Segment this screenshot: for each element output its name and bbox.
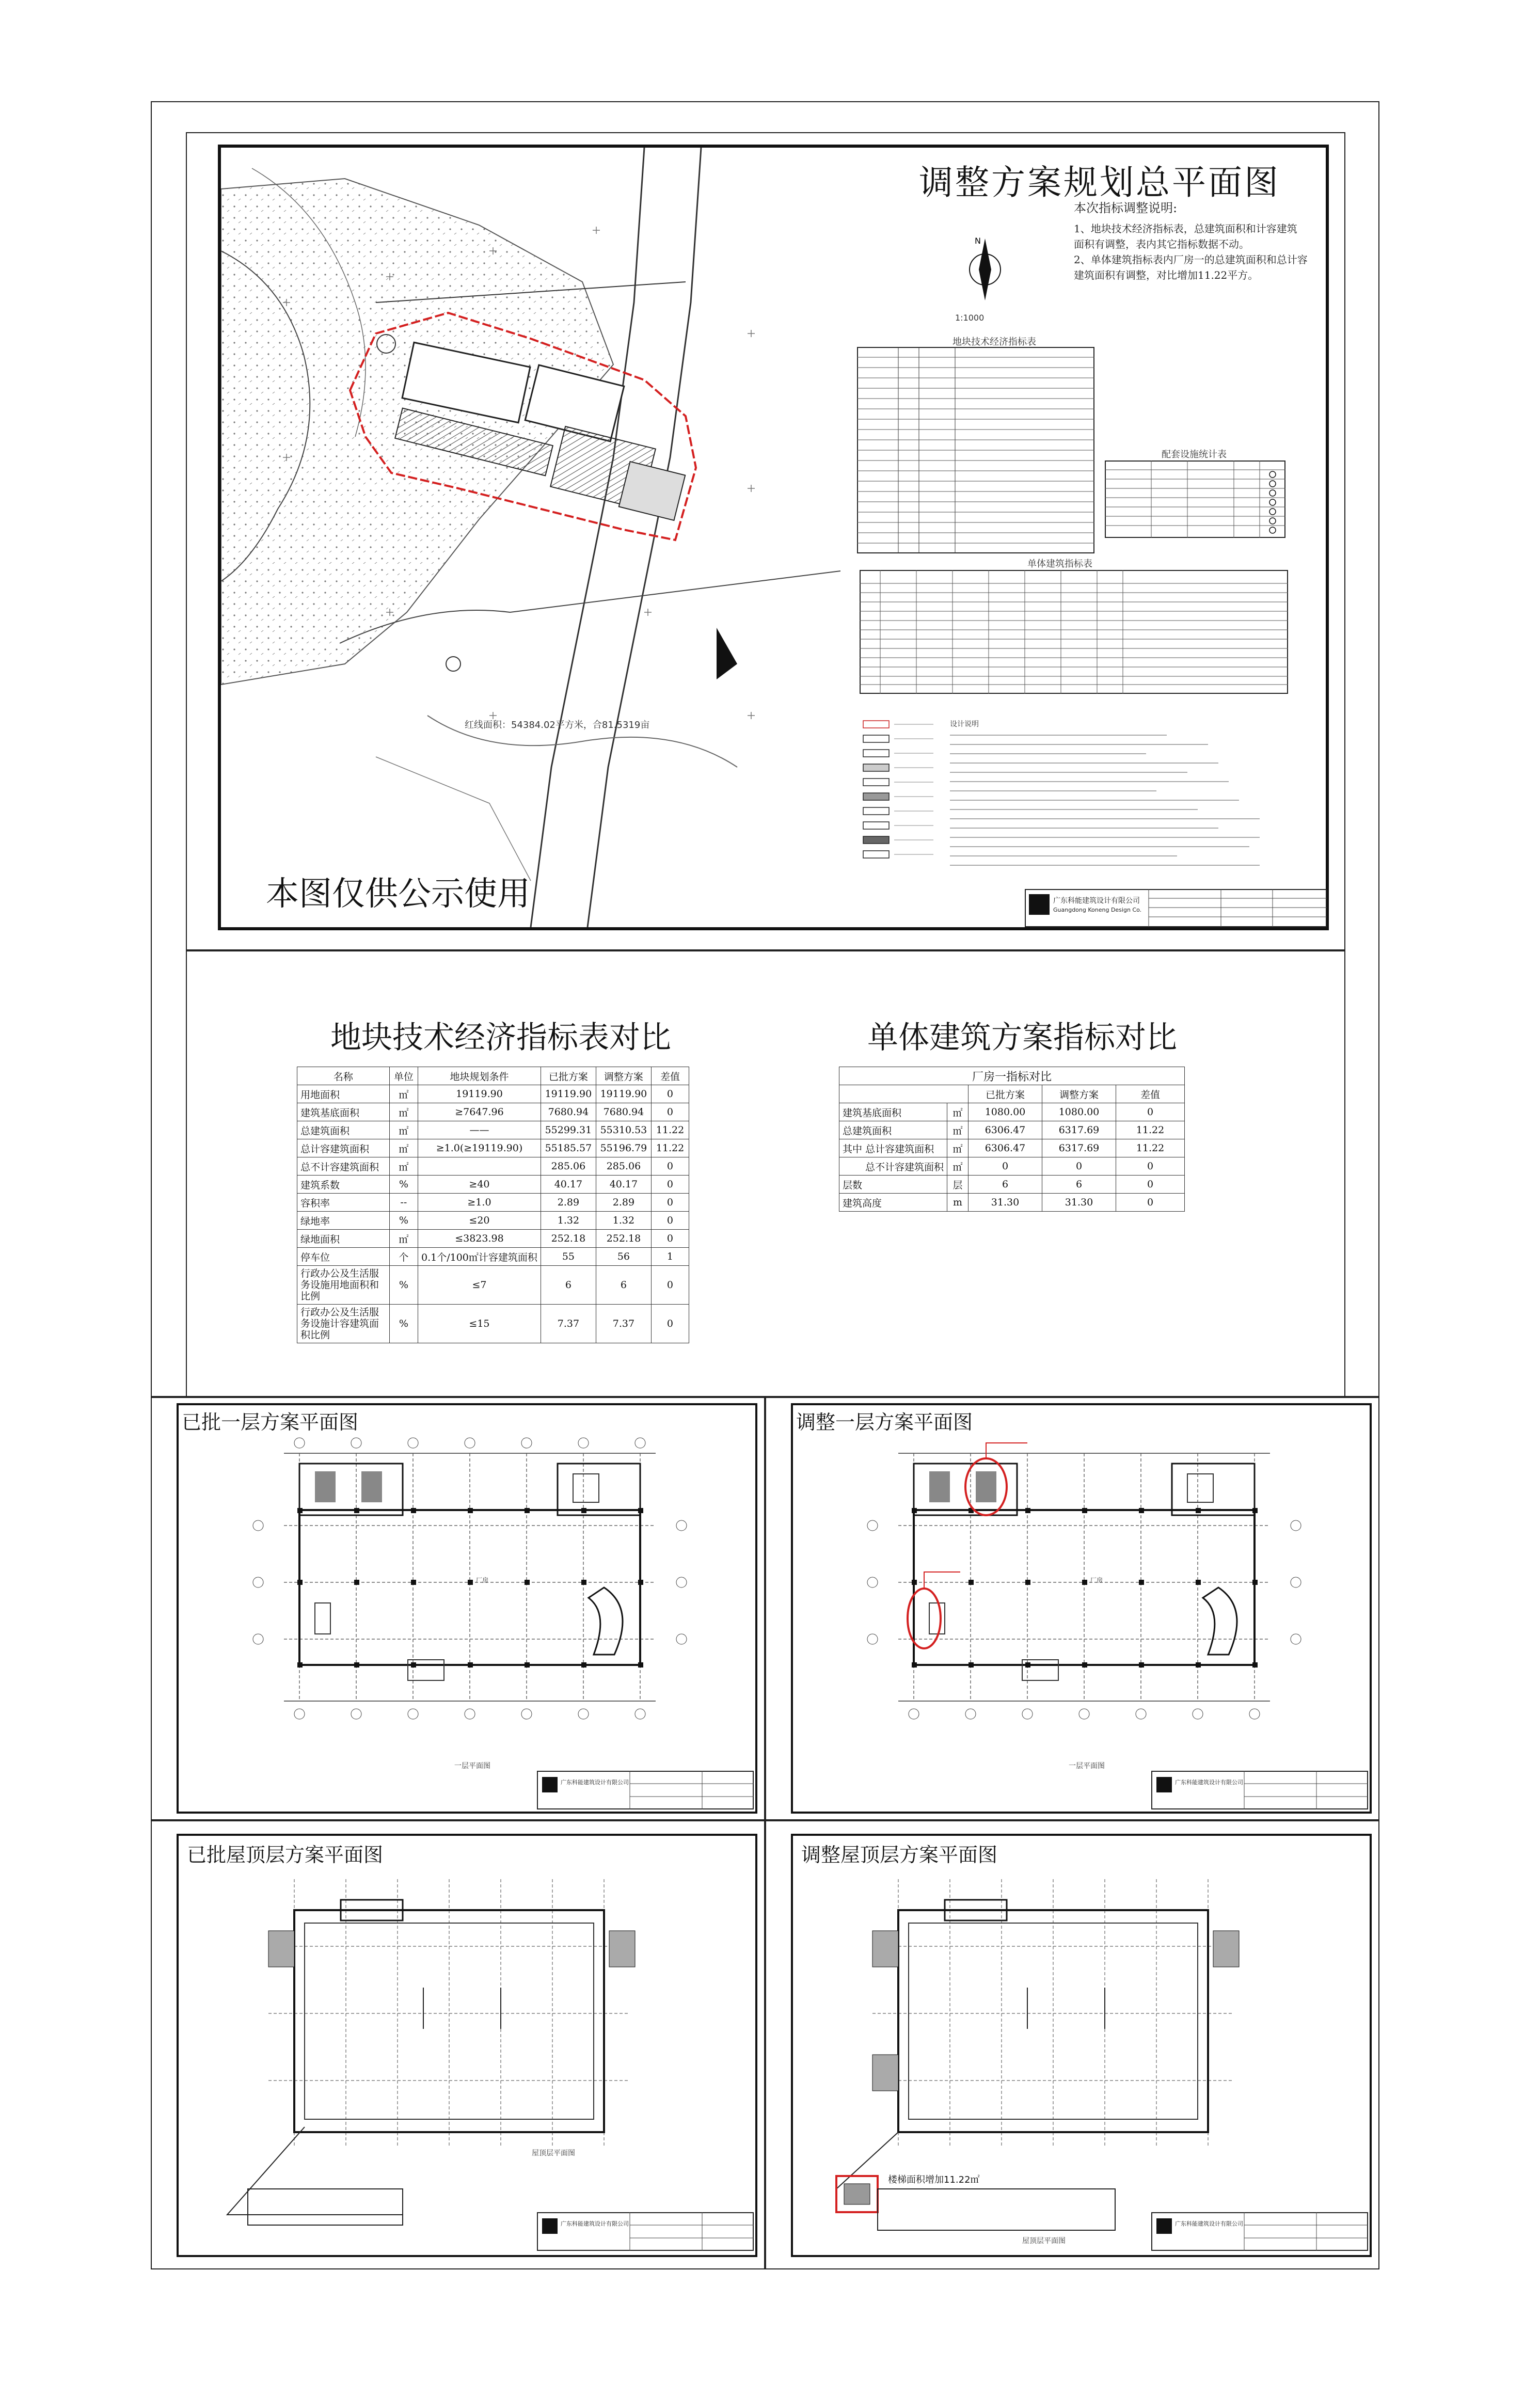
cell: 停车位	[297, 1248, 390, 1266]
cell: 31.30	[969, 1194, 1042, 1212]
cell: 0	[651, 1085, 689, 1103]
col-diff: 差值	[1116, 1085, 1185, 1103]
table-row	[297, 1230, 689, 1248]
cell: ——	[418, 1121, 541, 1139]
cell: ㎡	[389, 1085, 418, 1103]
panel-title-adjusted-ground: 调整一层方案平面图	[796, 1411, 973, 1434]
panel-title-approved-ground: 已批一层方案平面图	[182, 1411, 359, 1434]
cell: %	[389, 1176, 418, 1194]
cell: ㎡	[947, 1139, 969, 1157]
cell: ㎡	[947, 1121, 969, 1139]
cell: ≤3823.98	[418, 1230, 541, 1248]
table-row	[839, 1157, 1185, 1176]
cell: 6306.47	[969, 1121, 1042, 1139]
table-row	[839, 1176, 1185, 1194]
notes-heading: 本次指标调整说明:	[1074, 201, 1178, 215]
cell: %	[389, 1212, 418, 1230]
left-comparison-table	[297, 1067, 689, 1343]
cell: ≤7	[418, 1266, 541, 1305]
single-table-title: 单体建筑指标表	[1027, 559, 1092, 569]
cell: 1080.00	[969, 1103, 1042, 1121]
roof-plan-approved	[217, 1859, 733, 2251]
plan-title-block-3	[537, 2212, 754, 2251]
table-row	[297, 1139, 689, 1157]
cell: 31.30	[1042, 1194, 1116, 1212]
cell: 285.06	[541, 1157, 596, 1176]
roof-caption-2: 屋顶层平面图	[1022, 2237, 1066, 2245]
row-label: 总计容建筑面积	[865, 1143, 934, 1155]
cell: 0	[1116, 1194, 1185, 1212]
col-approved: 已批方案	[541, 1067, 596, 1085]
table-caption: 厂房一指标对比	[839, 1067, 1185, 1085]
col-adjusted: 调整方案	[1042, 1085, 1116, 1103]
cell: 绿地面积	[297, 1230, 390, 1248]
cell: m	[947, 1194, 969, 1212]
plan-company-2: 广东科能建筑设计有限公司	[1175, 1779, 1243, 1786]
note-line-2: 面积有调整，表内其它指标数据不动。	[1074, 238, 1249, 250]
cell: ≥1.0(≥19119.90)	[418, 1139, 541, 1157]
cell: 容积率	[297, 1194, 390, 1212]
cell: 建筑系数	[297, 1176, 390, 1194]
facility-table	[1105, 460, 1285, 538]
cell: 0	[1116, 1103, 1185, 1121]
design-notes-text	[950, 730, 1280, 885]
cell: 56	[596, 1248, 651, 1266]
cell: 252.18	[541, 1230, 596, 1248]
cell: 55	[541, 1248, 596, 1266]
plan-caption-1: 一层平面图	[454, 1762, 490, 1770]
title-block-company-en: Guangdong Koneng Design Co.	[1053, 907, 1142, 913]
col-unit: 单位	[389, 1067, 418, 1085]
tech-indicator-table	[857, 347, 1094, 553]
table-header-row	[297, 1067, 689, 1085]
cell: ㎡	[389, 1121, 418, 1139]
scale-label: 1:1000	[955, 313, 985, 323]
plan-title-block-4	[1151, 2212, 1368, 2251]
cell: 建筑高度	[839, 1194, 947, 1212]
col-name: 名称	[297, 1067, 390, 1085]
cell: 0	[651, 1103, 689, 1121]
cell: 11.22	[651, 1121, 689, 1139]
cell: 0.1个/100㎡计容建筑面积	[418, 1248, 541, 1266]
cell: 0	[1116, 1157, 1185, 1176]
col-name	[839, 1085, 969, 1103]
col-condition: 地块规划条件	[418, 1067, 541, 1085]
room-label-2: 厂房	[1090, 1577, 1103, 1584]
cell: 6	[1042, 1176, 1116, 1194]
redline-area-note: 红线面积：54384.02平方米，合81.5319亩	[465, 720, 650, 731]
title-block-company: 广东科能建筑设计有限公司	[1053, 897, 1140, 905]
table-row	[297, 1194, 689, 1212]
cell: ≥40	[418, 1176, 541, 1194]
cell: 总不计容建筑面积	[839, 1157, 947, 1176]
single-building-table	[860, 570, 1288, 694]
cell: 19119.90	[541, 1085, 596, 1103]
room-label-1: 厂房	[476, 1577, 489, 1584]
watermark-text: 本图仅供公示使用	[266, 875, 530, 913]
table-row	[297, 1212, 689, 1230]
cell: 7680.94	[541, 1103, 596, 1121]
cell: 55299.31	[541, 1121, 596, 1139]
table-row	[839, 1139, 1185, 1157]
cell: 7680.94	[596, 1103, 651, 1121]
col-approved: 已批方案	[969, 1085, 1042, 1103]
cell: 0	[1042, 1157, 1116, 1176]
note-line-1: 1、地块技术经济指标表，总建筑面积和计容建筑	[1074, 223, 1297, 235]
svg-text:N: N	[975, 236, 981, 246]
cell: 6306.47	[969, 1139, 1042, 1157]
cell: 行政办公及生活服务设施用地面积和比例	[297, 1266, 390, 1305]
table-row	[297, 1176, 689, 1194]
cell: 252.18	[596, 1230, 651, 1248]
table-row	[839, 1194, 1185, 1212]
design-notes-title: 设计说明	[950, 720, 979, 728]
table-row	[839, 1121, 1185, 1139]
cell: ≥1.0	[418, 1194, 541, 1212]
cell: 0	[651, 1212, 689, 1230]
cell: 总不计容建筑面积	[297, 1157, 390, 1176]
cell: 行政办公及生活服务设施计容建筑面积比例	[297, 1305, 390, 1343]
cell: 11.22	[1116, 1139, 1185, 1157]
group-label: 其中	[843, 1143, 863, 1155]
cell: 40.17	[541, 1176, 596, 1194]
cell: 0	[1116, 1176, 1185, 1194]
plan-company-3: 广东科能建筑设计有限公司	[561, 2220, 629, 2227]
cell: ㎡	[389, 1230, 418, 1248]
site-plan-title: 调整方案规划总平面图	[919, 163, 1280, 202]
roof-plan-adjusted	[821, 1859, 1363, 2251]
facility-table-title: 配套设施统计表	[1162, 449, 1227, 460]
cell: 绿地率	[297, 1212, 390, 1230]
legend-panel	[861, 718, 944, 878]
cell: ㎡	[389, 1139, 418, 1157]
table-row	[297, 1305, 689, 1343]
cell: ㎡	[947, 1157, 969, 1176]
left-comparison-title: 地块技术经济指标表对比	[330, 1020, 671, 1056]
cell: 建筑基底面积	[297, 1103, 390, 1121]
cell: ㎡	[389, 1103, 418, 1121]
tech-table-title: 地块技术经济指标表	[952, 337, 1036, 347]
roof-caption-1: 屋顶层平面图	[532, 2149, 575, 2157]
table-row	[297, 1266, 689, 1305]
cell: 0	[651, 1305, 689, 1343]
cell: 层数	[839, 1176, 947, 1194]
cell: 0	[651, 1157, 689, 1176]
cell: 6317.69	[1042, 1121, 1116, 1139]
cell: 0	[651, 1194, 689, 1212]
cell: ≥7647.96	[418, 1103, 541, 1121]
right-comparison-table	[839, 1067, 1185, 1212]
cell: 0	[651, 1176, 689, 1194]
note-line-3: 2、单体建筑指标表内厂房一的总建筑面积和总计容	[1074, 253, 1308, 266]
cell: 11.22	[1116, 1121, 1185, 1139]
cell: 1.32	[596, 1212, 651, 1230]
cell: 用地面积	[297, 1085, 390, 1103]
cell: 1.32	[541, 1212, 596, 1230]
cell: 建筑基底面积	[839, 1103, 947, 1121]
plan-company-4: 广东科能建筑设计有限公司	[1175, 2220, 1243, 2227]
note-line-4: 建筑面积有调整，对比增加11.22平方。	[1074, 269, 1259, 281]
cell: 0	[969, 1157, 1042, 1176]
cell: 0	[651, 1230, 689, 1248]
table-header-row	[839, 1085, 1185, 1103]
col-diff: 差值	[651, 1067, 689, 1085]
panel-title-adjusted-roof: 调整屋顶层方案平面图	[801, 1844, 998, 1866]
table-caption-row	[839, 1067, 1185, 1085]
cell: 7.37	[596, 1305, 651, 1343]
table-row	[297, 1157, 689, 1176]
ground-floor-plan-adjusted	[857, 1433, 1311, 1722]
cell: 6	[541, 1266, 596, 1305]
cell: 2.89	[541, 1194, 596, 1212]
cell: ㎡	[947, 1103, 969, 1121]
plan-title-block-2	[1151, 1771, 1368, 1809]
cell: 1080.00	[1042, 1103, 1116, 1121]
cell: 55310.53	[596, 1121, 651, 1139]
plan-caption-2: 一层平面图	[1069, 1762, 1105, 1770]
cell: %	[389, 1266, 418, 1305]
table-row	[297, 1103, 689, 1121]
table-row	[297, 1121, 689, 1139]
cell: 7.37	[541, 1305, 596, 1343]
cell: %	[389, 1305, 418, 1343]
north-arrow-icon	[964, 233, 1006, 306]
cell: 6317.69	[1042, 1139, 1116, 1157]
cell	[839, 1139, 947, 1157]
cell: 层	[947, 1176, 969, 1194]
cell: 55196.79	[596, 1139, 651, 1157]
right-comparison-title: 单体建筑方案指标对比	[867, 1020, 1177, 1056]
cell: 19119.90	[418, 1085, 541, 1103]
cell: 6	[969, 1176, 1042, 1194]
plan-company-1: 广东科能建筑设计有限公司	[561, 1779, 629, 1786]
cell: --	[389, 1194, 418, 1212]
cell: ≤15	[418, 1305, 541, 1343]
cell	[418, 1157, 541, 1176]
cell: ≤20	[418, 1212, 541, 1230]
table-row	[297, 1248, 689, 1266]
cell: 总建筑面积	[839, 1121, 947, 1139]
panel-title-approved-roof: 已批屋顶层方案平面图	[187, 1844, 384, 1866]
cell: 19119.90	[596, 1085, 651, 1103]
cell: 2.89	[596, 1194, 651, 1212]
roof-adjust-note: 楼梯面积增加11.22㎡	[888, 2174, 980, 2185]
col-adjusted: 调整方案	[596, 1067, 651, 1085]
cell: ㎡	[389, 1157, 418, 1176]
cell: 个	[389, 1248, 418, 1266]
table-row	[839, 1103, 1185, 1121]
cell: 总建筑面积	[297, 1121, 390, 1139]
ground-floor-plan-approved	[243, 1433, 697, 1722]
cell: 11.22	[651, 1139, 689, 1157]
plan-title-block-1	[537, 1771, 754, 1809]
cell: 55185.57	[541, 1139, 596, 1157]
cell: 6	[596, 1266, 651, 1305]
cell: 总计容建筑面积	[297, 1139, 390, 1157]
cell: 1	[651, 1248, 689, 1266]
cell: 40.17	[596, 1176, 651, 1194]
cell: 0	[651, 1266, 689, 1305]
cell: 285.06	[596, 1157, 651, 1176]
site-plan-drawing	[221, 148, 861, 927]
table-row	[297, 1085, 689, 1103]
